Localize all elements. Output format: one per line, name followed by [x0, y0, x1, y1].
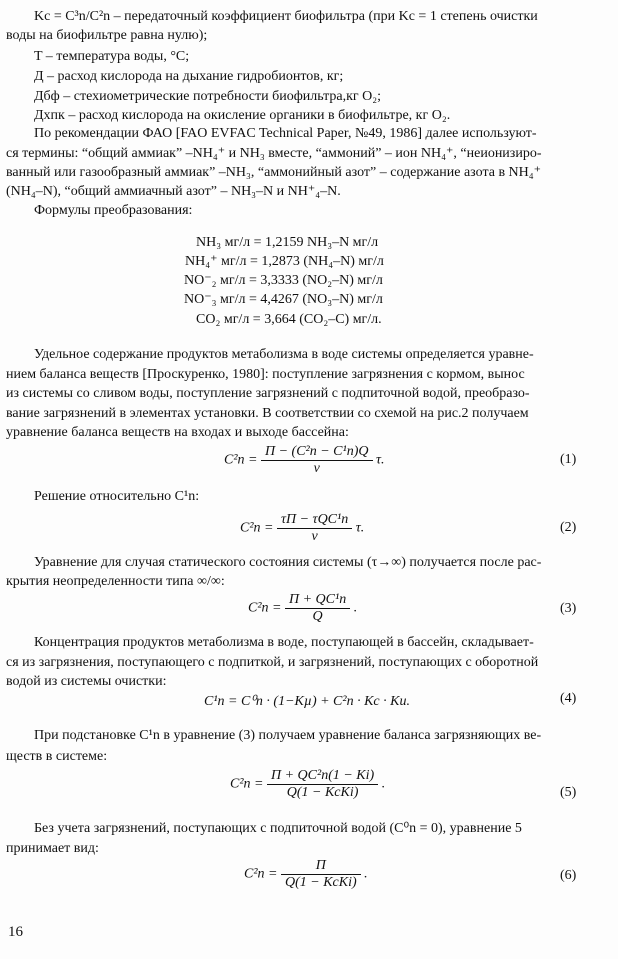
text-line: По рекомендации ФАО [FAO EVFAC Technical Paper, №49, 1986] далее используют-: [34, 126, 537, 141]
equation-number: (6): [560, 868, 577, 883]
text-line: Kc = C³n/C²n – передаточный коэффициент биофильтра (при Kc = 1 степень очистки: [34, 9, 538, 24]
equation-number: (3): [560, 601, 577, 616]
text-line: T – температура воды, °C;: [34, 49, 190, 64]
text-line: Уравнение для случая статического состояния системы (τ→∞) получается после рас-: [34, 555, 542, 570]
equation-number: (4): [560, 691, 577, 706]
text-line: ществ в системе:: [6, 749, 108, 764]
text-line: воды на биофильтре равна нулю);: [6, 28, 208, 43]
text-line: принимает вид:: [6, 841, 99, 856]
text-line: из системы со сливом воды, поступление загрязнений с подпиточной водой, преобразо-: [6, 386, 530, 401]
text-line: Дбф – стехиометрические потребности биофильтра,кг O₂;: [34, 89, 382, 104]
text-line: уравнение баланса веществ на входах и выходе бассейна:: [6, 425, 349, 440]
equation-number: (1): [560, 452, 577, 467]
conversion-formula: NO⁻₃ мг/л = 4,4267 (NO₃–N) мг/л: [184, 292, 383, 307]
equation-3: C²n = $\frac{\text{П + QC¹n}}{Q}$ .: [248, 592, 358, 624]
text-line: Формулы преобразования:: [34, 203, 193, 218]
text-line: нием баланса веществ [Проскуренко, 1980]: поступление загрязнения с кормом, вынос: [6, 367, 525, 382]
text-line: ся термины: “общий аммиак” –NH₄⁺ и NH₃ вместе, “аммоний” – ион NH₄⁺, “неионизиро-: [6, 146, 542, 161]
text-line: Удельное содержание продуктов метаболизма в воде системы определяется уравне-: [34, 347, 534, 362]
text-line: (NH₄–N), “общий аммиачный азот” – NH₃–N и NH⁺₄–N.: [6, 184, 341, 199]
equation-4: C¹n = C⁰n · (1−Kµ) + C²n · Kc · Kи.: [204, 694, 410, 709]
text-line: При подстановке C¹n в уравнение (3) получаем уравнение баланса загрязняющих ве-: [34, 728, 542, 743]
text-line: Концентрация продуктов метаболизма в воде, поступающей в бассейн, складывает-: [34, 635, 534, 650]
equation-6: C²n = $\frac{П}{\text{Q(1 − KcKi)}}$ .: [244, 858, 368, 890]
conversion-formula: NH₄⁺ мг/л = 1,2873 (NH₄–N) мг/л: [185, 254, 384, 269]
text-line: водой из системы очистки:: [6, 674, 167, 689]
equation-2: C²n = $\frac{\text{τП − τQC¹n}}{v}$ τ.: [240, 512, 365, 544]
equation-number: (2): [560, 520, 577, 535]
text-line: Дхпк – расход кислорода на окисление органики в биофильтре, кг O₂.: [34, 108, 451, 123]
conversion-formula: CO₂ мг/л = 3,664 (CO₂–C) мг/л.: [196, 312, 382, 327]
equation-1: C²n = $\frac{\text{П − (C²n − C¹n)Q}}{v}$ τ.: [224, 444, 385, 476]
text-line: Без учета загрязнений, поступающих с подпиточной водой (C⁰n = 0), уравнение 5: [34, 821, 522, 836]
text-line: вание загрязнений в элементах установки. В соответствии со схемой на рис.2 получаем: [6, 406, 529, 421]
conversion-formula: NO⁻₂ мг/л = 3,3333 (NO₂–N) мг/л: [184, 273, 383, 288]
conversion-formula: NH₃ мг/л = 1,2159 NH₃–N мг/л: [196, 235, 379, 250]
page-number: 16: [8, 924, 23, 940]
text-line: крытия неопределенности типа ∞/∞:: [6, 574, 225, 589]
equation-number: (5): [560, 785, 577, 800]
equation-5: C²n = $\frac{\text{П + QC²n(1 − Ki)}}{\text{Q(1 − KcKi)}}$ .: [230, 768, 386, 800]
text-line: ся из загрязнения, поступающего с подпиткой, и загрязнений, поступающих с оборотной: [6, 655, 539, 670]
text-line: Решение относительно C¹n:: [34, 489, 200, 504]
text-line: Д – расход кислорода на дыхание гидробионтов, кг;: [34, 69, 344, 84]
text-line: ванный или газообразный аммиак” –NH₃, “аммонийный азот” – содержание азота в NH₄⁺: [6, 165, 542, 180]
